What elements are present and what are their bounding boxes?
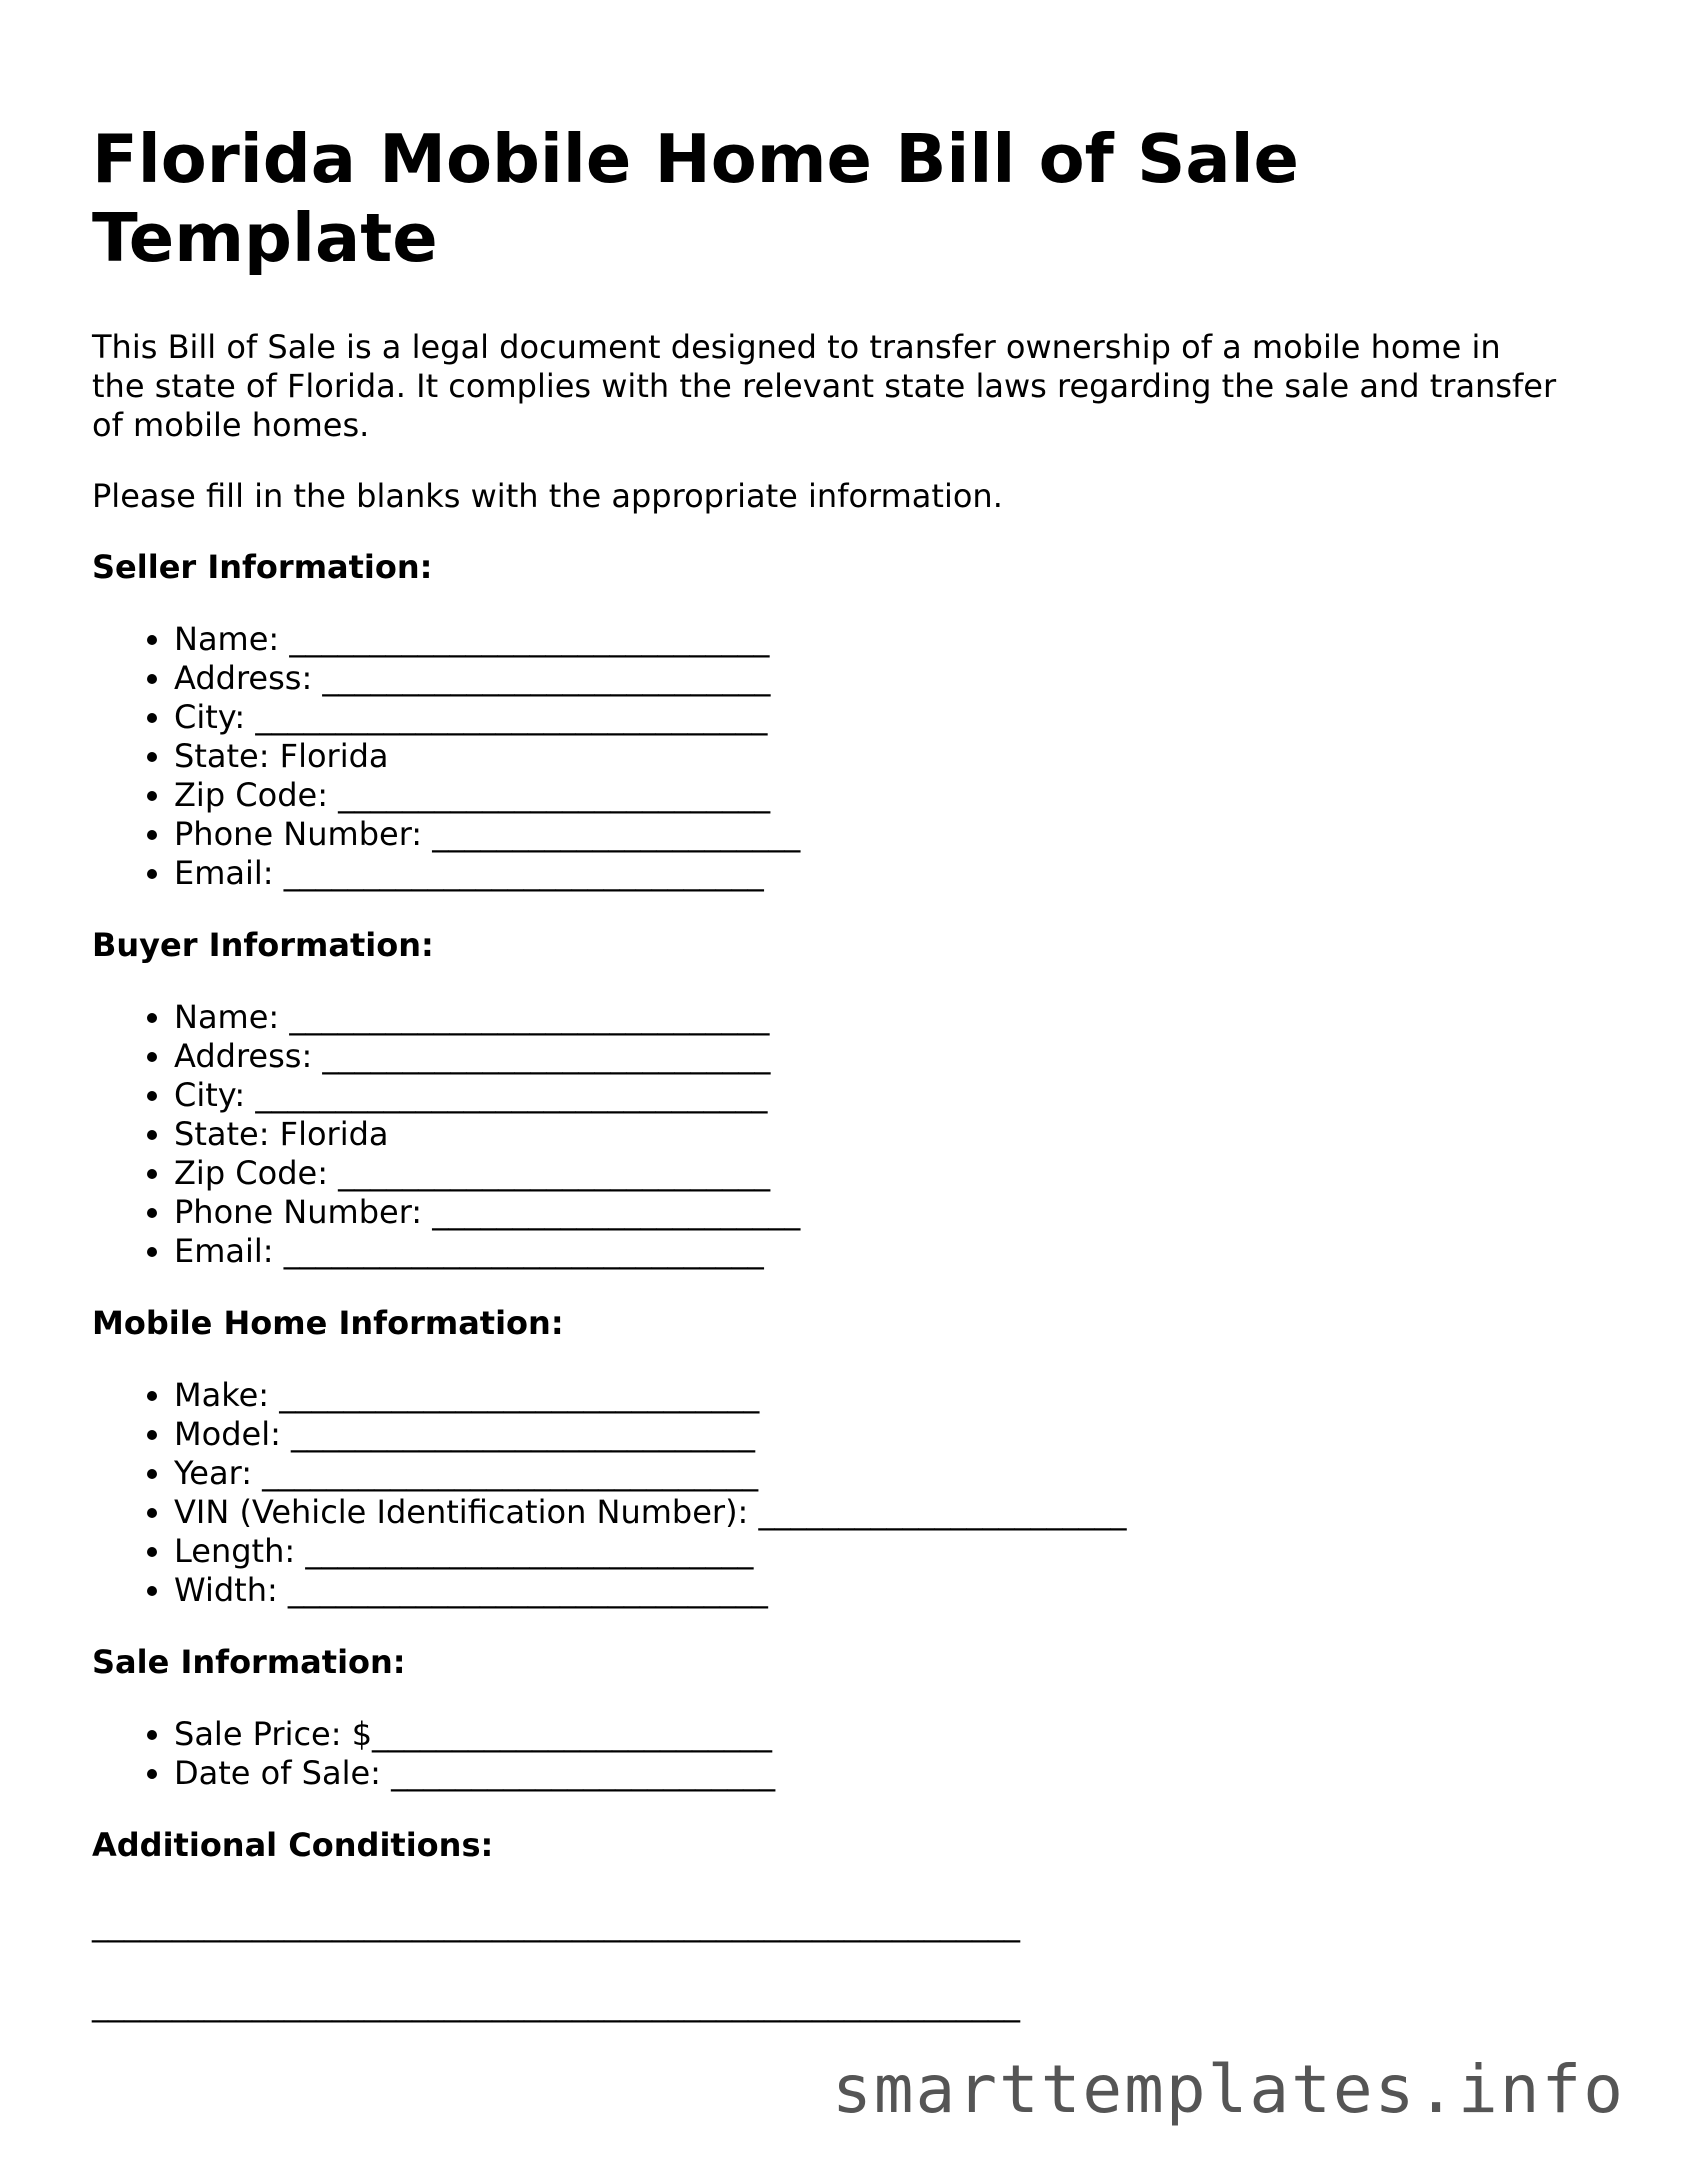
- home-width-field[interactable]: • Width: ______________________________: [174, 1571, 1592, 1610]
- buyer-city-field[interactable]: • City: ________________________________: [174, 1076, 1592, 1115]
- seller-city-field[interactable]: • City: ________________________________: [174, 698, 1592, 737]
- buyer-name-field[interactable]: • Name: ______________________________: [174, 998, 1592, 1037]
- additional-line-1[interactable]: __________________________________________________________: [92, 1905, 1020, 1943]
- buyer-list: [92, 998, 1592, 1271]
- additional-line-2[interactable]: __________________________________________________________: [92, 1985, 1020, 2023]
- document-page: [92, 120, 1592, 2065]
- instructions-paragraph: Please fill in the blanks with the appropriate information.: [92, 477, 1003, 515]
- buyer-phone-field[interactable]: • Phone Number: _______________________: [174, 1193, 1592, 1232]
- buyer-heading: Buyer Information:: [92, 926, 434, 964]
- home-length-field[interactable]: • Length: ____________________________: [174, 1532, 1592, 1571]
- home-vin-field[interactable]: • VIN (Vehicle Identification Number): _______________________: [174, 1493, 1592, 1532]
- buyer-zip-field[interactable]: • Zip Code: ___________________________: [174, 1154, 1592, 1193]
- home-make-field[interactable]: • Make: ______________________________: [174, 1376, 1592, 1415]
- sale-date-field[interactable]: • Date of Sale: ________________________: [174, 1754, 1592, 1793]
- seller-state-field: • State: Florida: [174, 737, 1592, 776]
- intro-paragraph: This Bill of Sale is a legal document designed to transfer ownership of a mobile home in the state of Florida. It complies with the relevant state laws regarding the sale and transfer of mobile homes.: [92, 328, 1557, 444]
- seller-email-field[interactable]: • Email: ______________________________: [174, 854, 1592, 893]
- mobile-home-list: [92, 1376, 1592, 1610]
- home-model-field[interactable]: • Model: _____________________________: [174, 1415, 1592, 1454]
- sale-price-field[interactable]: • Sale Price: $_________________________: [174, 1715, 1592, 1754]
- seller-phone-field[interactable]: • Phone Number: _______________________: [174, 815, 1592, 854]
- seller-list: [92, 620, 1592, 893]
- page-title: Florida Mobile Home Bill of Sale Template: [92, 120, 1299, 277]
- buyer-address-field[interactable]: • Address: ____________________________: [174, 1037, 1592, 1076]
- seller-heading: Seller Information:: [92, 548, 433, 586]
- buyer-state-field: • State: Florida: [174, 1115, 1592, 1154]
- sale-heading: Sale Information:: [92, 1643, 406, 1681]
- home-year-field[interactable]: • Year: _______________________________: [174, 1454, 1592, 1493]
- additional-heading: Additional Conditions:: [92, 1826, 494, 1864]
- mobile-home-heading: Mobile Home Information:: [92, 1304, 564, 1342]
- seller-address-field[interactable]: • Address: ____________________________: [174, 659, 1592, 698]
- buyer-email-field[interactable]: • Email: ______________________________: [174, 1232, 1592, 1271]
- seller-name-field[interactable]: • Name: ______________________________: [174, 620, 1592, 659]
- seller-zip-field[interactable]: • Zip Code: ___________________________: [174, 776, 1592, 815]
- sale-list: [92, 1715, 1592, 1793]
- watermark: smarttemplates.info: [832, 2051, 1625, 2128]
